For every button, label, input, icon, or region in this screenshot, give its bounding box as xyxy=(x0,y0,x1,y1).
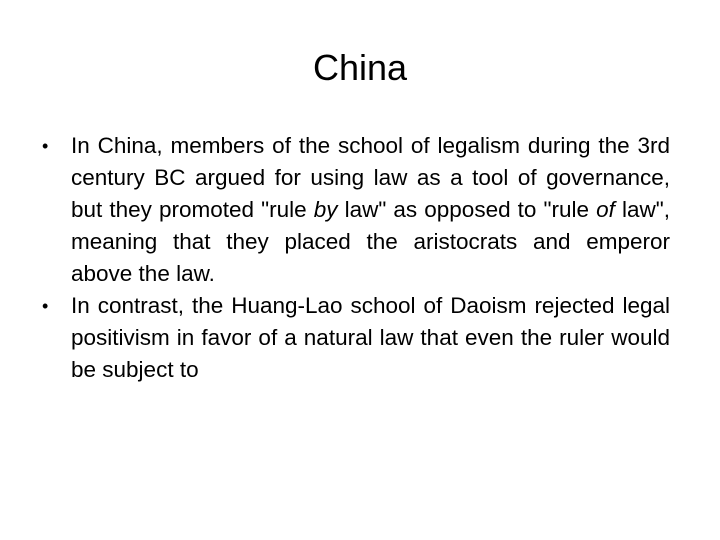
bullet-text-segment: law" as opposed to "rule xyxy=(337,197,597,222)
bullet-text-emphasis: of xyxy=(596,197,615,222)
bullet-text-segment: law", meaning that they placed the aristocrats and emperor above the law. xyxy=(71,197,670,286)
slide-title: China xyxy=(312,47,408,88)
bullet-marker: • xyxy=(42,296,49,316)
bullet-text-segment: In contrast, the Huang-Lao school of Daoism rejected legal positivism in favor of a natural law that even the ruler would be subject to xyxy=(71,293,670,382)
bullet-marker: • xyxy=(42,136,49,156)
bullet-text-segment: In China, members of the school of legalism during the 3rd century BC argued for using law as a tool of governance, but they promoted "rule xyxy=(71,133,670,222)
bullet-list xyxy=(36,130,670,386)
bullet-text xyxy=(71,133,670,286)
bullet-text-emphasis: by xyxy=(313,197,338,222)
bullet-text xyxy=(71,293,670,382)
bullet-item-huang-lao xyxy=(36,290,670,386)
bullet-item-legalism xyxy=(36,130,670,290)
